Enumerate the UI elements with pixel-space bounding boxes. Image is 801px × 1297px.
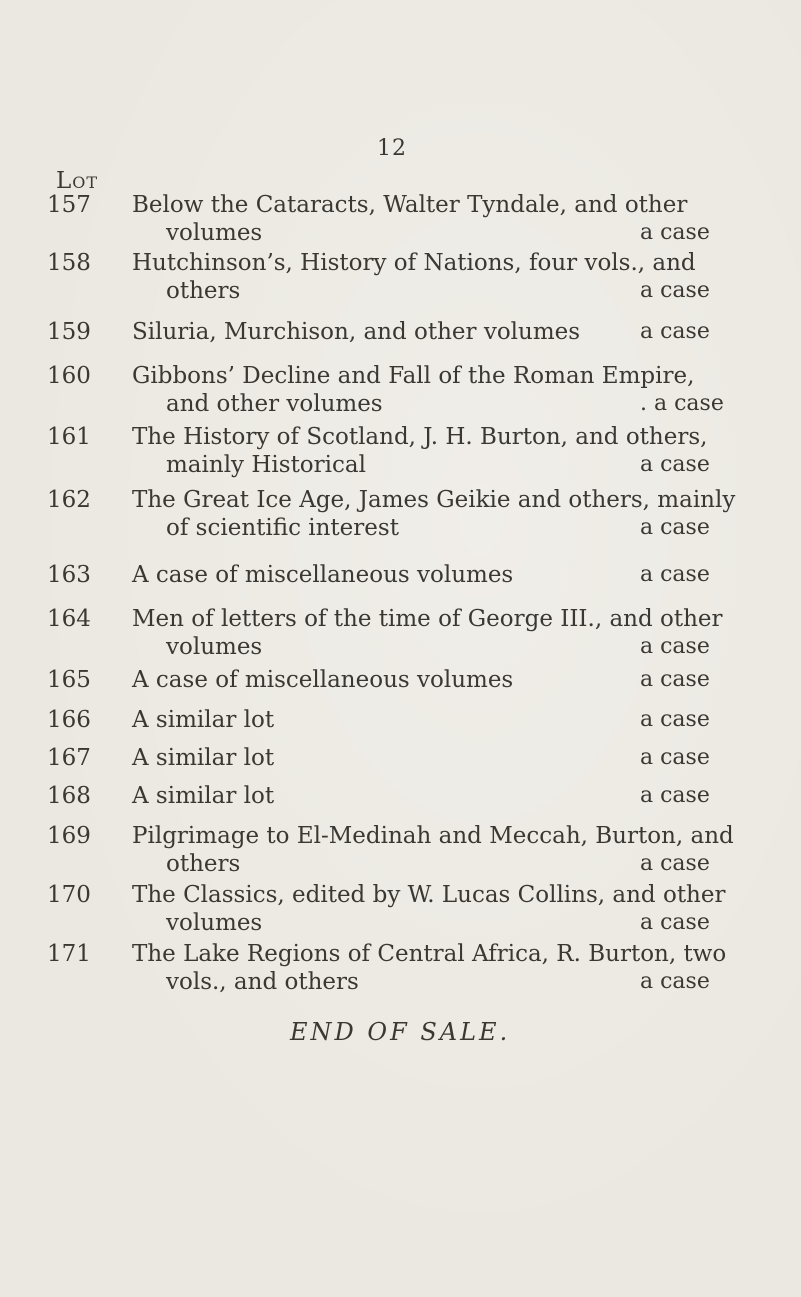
lot-description-continued: of scientific interest [166, 515, 399, 541]
lot-description-continued: volumes [166, 634, 263, 660]
lot-description-continued: volumes [166, 220, 263, 246]
lot-quantity: a case [640, 634, 710, 659]
lot-number: 162 [47, 487, 91, 513]
lot-description: Siluria, Murchison, and other volumes [132, 319, 581, 345]
lot-description: The Classics, edited by W. Lucas Collins, and other [132, 882, 726, 908]
lot-quantity: a case [640, 667, 710, 692]
lot-quantity: a case [640, 707, 710, 732]
lot-number: 171 [47, 941, 91, 967]
lot-number: 157 [47, 192, 91, 218]
lot-quantity: a case [640, 452, 710, 477]
lot-quantity: a case [640, 278, 710, 303]
lot-quantity: a case [640, 969, 710, 994]
lot-quantity: a case [640, 515, 710, 540]
lot-number: 161 [47, 424, 91, 450]
lot-description-continued: others [166, 851, 241, 877]
lot-description-continued: vols., and others [166, 969, 359, 995]
lot-description-continued: and other volumes [166, 391, 383, 417]
lot-number: 169 [47, 823, 91, 849]
end-of-sale-notice: END OF SALE. [290, 1018, 511, 1046]
lot-quantity: a case [640, 910, 710, 935]
lot-description-continued: mainly Historical [166, 452, 366, 478]
lot-description: A similar lot [132, 745, 275, 771]
lot-quantity: a case [640, 745, 710, 770]
lot-quantity: a case [640, 851, 710, 876]
lot-number: 168 [47, 783, 91, 809]
lot-number: 165 [47, 667, 91, 693]
lot-quantity: a case [640, 562, 710, 587]
lot-number: 160 [47, 363, 91, 389]
page-number: 12 [377, 136, 407, 161]
lot-description: A case of miscellaneous volumes [132, 562, 514, 588]
lot-description: The History of Scotland, J. H. Burton, and others, [132, 424, 708, 450]
lot-quantity: . a case [640, 391, 724, 416]
lot-description: Below the Cataracts, Walter Tyndale, and other [132, 192, 688, 218]
lot-description: The Great Ice Age, James Geikie and others, mainly [132, 487, 736, 513]
lot-description: Hutchinson’s, History of Nations, four vols., and [132, 250, 696, 276]
lot-number: 166 [47, 707, 91, 733]
lot-number: 164 [47, 606, 91, 632]
lot-description: A similar lot [132, 707, 275, 733]
lot-description: Men of letters of the time of George III., and other [132, 606, 723, 632]
lot-number: 170 [47, 882, 91, 908]
lot-number: 163 [47, 562, 91, 588]
lot-quantity: a case [640, 783, 710, 808]
lot-column-heading: Lot [56, 168, 99, 194]
lot-description-continued: others [166, 278, 241, 304]
lot-description: A case of miscellaneous volumes [132, 667, 514, 693]
lot-description: Gibbons’ Decline and Fall of the Roman Empire, [132, 363, 695, 389]
lot-description: The Lake Regions of Central Africa, R. Burton, two [132, 941, 727, 967]
lot-number: 167 [47, 745, 91, 771]
lot-quantity: a case [640, 220, 710, 245]
lot-description: Pilgrimage to El-Medinah and Meccah, Burton, and [132, 823, 734, 849]
lot-number: 158 [47, 250, 91, 276]
lot-description-continued: volumes [166, 910, 263, 936]
lot-description: A similar lot [132, 783, 275, 809]
lot-quantity: a case [640, 319, 710, 344]
lot-number: 159 [47, 319, 91, 345]
